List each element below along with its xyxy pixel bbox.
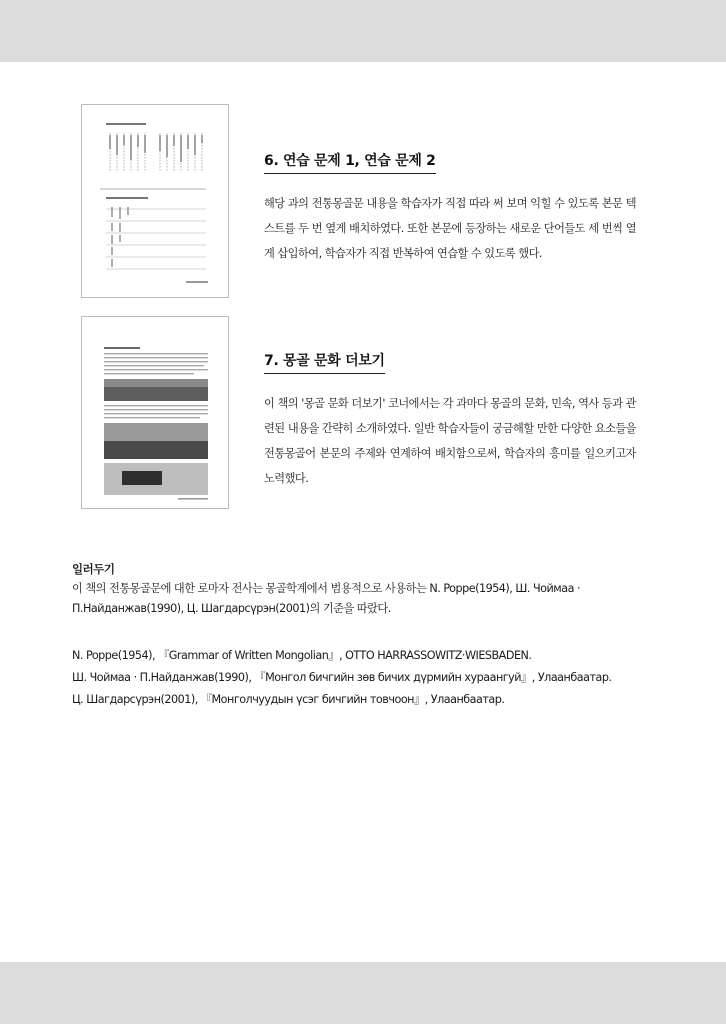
reference-item: Ц. Шагдарсүрэн(2001), 『Монголчуудын үсэг бичгийн товчоон』, Улаанбаатар. [72,693,505,706]
reference-item: Ш. Чоймаа · П.Найданжав(1990), 『Монгол бичгийн зөв бичих дүрмийн хураангуй』, Улаанбаатар. [72,671,612,684]
notes-block [72,559,672,711]
reference-item: N. Poppe(1954), 『Grammar of Written Mongolian』, OTTO HARRASSOWITZ·WIESBADEN. [72,649,532,662]
notes-text: 이 책의 전통몽골문에 대한 로마자 전사는 몽골학계에서 범용적으로 사용하는 N. Poppe(1954), Ш. Чоймаа · П.Найданжав(1990), Ц. Шагдарсүрэн(2001)의 기준을 따랐다. [72,582,581,615]
section-practice-title: 6. 연습 문제 1, 연습 문제 2 [264,150,436,174]
bottom-band [0,962,726,1024]
section-culture [264,350,636,491]
section-culture-body: 이 책의 '몽골 문화 더보기' 코너에서는 각 과마다 몽골의 문화, 민속, 역사 등과 관련된 내용을 간략히 소개하였다. 일반 학습자들이 궁금해할 만한 다양한 요소들을 전통몽골어 본문의 주제와 연계하여 배치함으로써, 학습자의 흥미를 일으키고자 노력했다. [264,397,636,485]
section-practice-body: 해당 과의 전통몽골문 내용을 학습자가 직접 따라 써 보며 익힐 수 있도록 본문 텍스트를 두 번 옆게 배치하였다. 또한 본문에 등장하는 새로운 단어들도 세 번씩 열게 삽입하여, 학습자가 직접 반복하여 연습할 수 있도록 했다. [264,197,636,260]
section-practice [264,150,636,266]
section-culture-title: 7. 몽골 문화 더보기 [264,350,385,374]
culture-page-preview [82,317,229,509]
practice-page-thumbnail [81,104,229,298]
reference-list [72,645,672,711]
top-band [0,0,726,62]
notes-heading: 일러두기 [72,562,115,576]
practice-page-preview [82,105,229,298]
culture-page-thumbnail [81,316,229,509]
